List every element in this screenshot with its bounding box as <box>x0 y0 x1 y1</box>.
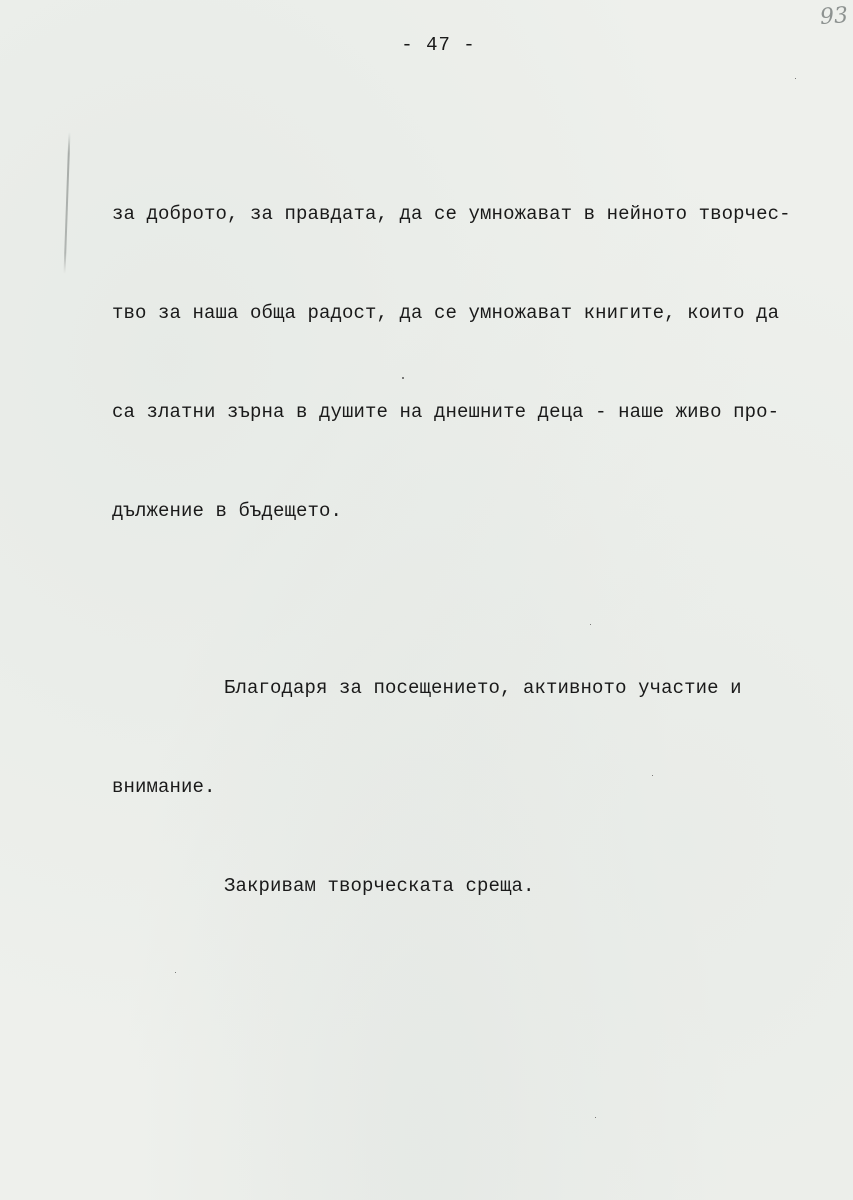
archive-number: 93 <box>819 3 849 30</box>
text-line: са златни зърна в душите на днешните деца - наше живо про- <box>112 401 780 423</box>
body-text <box>112 132 842 969</box>
margin-pencil-mark <box>64 132 71 274</box>
text-line: Закривам творческата среща. <box>224 875 535 897</box>
paragraph-gap <box>112 594 842 606</box>
paper-speck <box>652 775 653 776</box>
text-line: тво за наша обща радост, да се умножават книгите, които да <box>112 302 780 324</box>
paper-speck <box>795 78 796 79</box>
page-number: - 47 - <box>401 34 476 56</box>
text-line: Благодаря за посещението, активното участие и <box>224 677 742 699</box>
paper-speck <box>595 1117 596 1118</box>
text-line: внимание. <box>112 776 216 798</box>
paper-speck <box>175 972 176 973</box>
text-line: за доброто, за правдата, да се умножават в нейното творчес- <box>112 203 791 225</box>
text-line: дължение в бъдещето. <box>112 500 343 522</box>
paper-speck <box>590 624 591 625</box>
paper-speck <box>402 377 404 379</box>
